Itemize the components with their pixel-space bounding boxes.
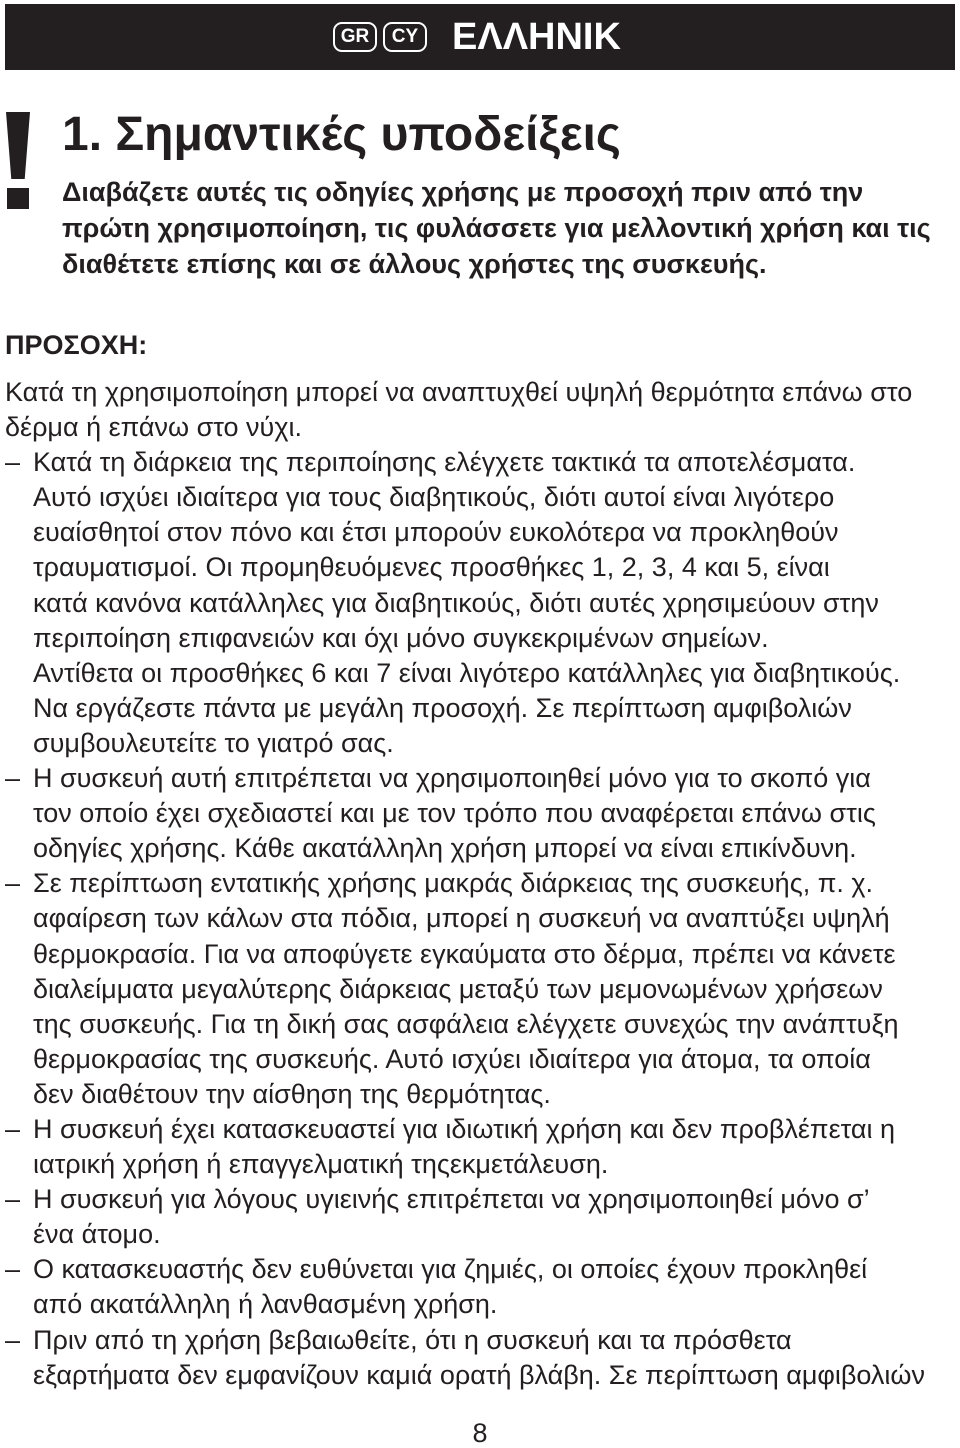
bullet-line: δεν διαθέτουν την αίσθηση της θερμότητας. [33,1078,551,1109]
caution-body [5,375,955,1393]
bullet-item [5,1182,955,1252]
bullet-line: Αντίθετα οι προσθήκες 6 και 7 είναι λιγότερο κατάλληλες για διαβητικούς. [33,657,901,688]
intro-line: διαθέτετε επίσης και σε άλλους χρήστες της συσκευής. [62,249,767,279]
bullet-line: κατά κανόνα κατάλληλες για διαβητικούς, διότι αυτές χρησιμεύουν στην [33,587,879,618]
exclamation-bar [6,112,30,179]
bullet-line: ευαίσθητοί στον πόνο και έτσι μπορούν ευκολότερα να προκληθούν [33,517,839,548]
bullet-line: ένα άτομο. [33,1219,161,1250]
bullet-item [5,1323,955,1393]
bullet-line: τραυματισμοί. Οι προμηθευόμενες προσθήκες 1, 2, 3, 4 και 5, είναι [33,552,830,583]
bullet-line: οδηγίες χρήσης. Κάθε ακατάλληλη χρήση μπορεί να είναι επικίνδυνη. [33,833,857,864]
bullet-line: Ο κατασκευαστής δεν ευθύνεται για ζημιές, οι οποίες έχουν προκληθεί [33,1254,868,1285]
section-title: 1. Σημαντικές υποδείξεις [62,108,621,161]
bullet-line: περιποίηση επιφανειών και όχι μόνο συγκεκριμένων σημείων. [33,622,769,653]
bullet-line: Να εργάζεστε πάντα με μεγάλη προσοχή. Σε περίπτωση αμφιβολιών [33,692,852,723]
exclamation-icon [6,112,30,210]
bullet-line: ιατρική χρήση ή επαγγελματική τηςεκμετάλευση. [33,1149,609,1180]
bullet-line: Η συσκευή αυτή επιτρέπεται να χρησιμοποιηθεί μόνο για το σκοπό για [33,763,871,794]
caution-text-line: δέρμα ή επάνω στο νύχι. [5,412,302,443]
bullet-line: Κατά τη διάρκεια της περιποίησης ελέγχετε τακτικά τα αποτελέσματα. [33,447,856,478]
bullet-item [5,866,955,1112]
bullet-item [5,761,955,866]
intro-paragraph [62,174,955,282]
bullet-line: από ακατάλληλη ή λανθασμένη χρήση. [33,1289,498,1320]
bullet-line: Η συσκευή για λόγους υγιεινής επιτρέπεται να χρησιμοποιηθεί μόνο σ’ [33,1184,870,1215]
country-badge-cy: CY [383,22,427,52]
intro-line: πρώτη χρησιμοποίηση, τις φυλάσσετε για μελλοντική χρήση και τις [62,213,931,243]
bullet-item [5,445,955,761]
bullet-line: θερμοκρασίας της συσκευής. Αυτό ισχύει ιδιαίτερα για άτομα, τα οποία [33,1043,871,1074]
page-number: 8 [472,1418,488,1448]
bullet-marker: – [5,1184,21,1215]
bullet-line: διαλείμματα μεγαλύτερης διάρκειας μεταξύ των μεμονωμένων χρήσεων [33,973,883,1004]
country-badge-gr: GR [333,22,377,52]
bullet-marker: – [5,1113,21,1144]
exclamation-dot [7,188,29,209]
bullet-line: Πριν από τη χρήση βεβαιωθείτε, ότι η συσκευή και τα πρόσθετα [33,1324,792,1355]
caution-label: ΠΡΟΣΟΧΗ: [5,330,148,360]
bullet-line: της συσκευής. Για τη δική σας ασφάλεια ελέγχετε συνεχώς την ανάπτυξη [33,1008,899,1039]
bullet-item [5,1112,955,1182]
bullet-line: Αυτό ισχύει ιδιαίτερα για τους διαβητικούς, διότι αυτοί είναι λιγότερο [33,482,835,513]
bullet-line: αφαίρεση των κάλων στα πόδια, μπορεί η συσκευή να αναπτύξει υψηλή [33,903,890,934]
bullet-marker: – [5,763,21,794]
bullet-marker: – [5,447,21,478]
bullet-marker: – [5,1324,21,1355]
bullet-line: Η συσκευή έχει κατασκευαστεί για ιδιωτική χρήση και δεν προβλέπεται η [33,1113,896,1144]
bullet-line: θερμοκρασία. Για να αποφύγετε εγκαύματα στο δέρμα, πρέπει να κάνετε [33,938,896,969]
bullet-line: συμβουλευτείτε το γιατρό σας. [33,727,394,758]
language-label: ΕΛΛΗΝΙΚ [452,16,621,58]
header-bar [5,4,955,70]
caution-text-line: Κατά τη χρησιμοποίηση μπορεί να αναπτυχθεί υψηλή θερμότητα επάνω στο [5,377,913,407]
bullet-line: Σε περίπτωση εντατικής χρήσης μακράς διάρκειας της συσκευής, π. χ. [33,868,874,899]
bullet-marker: – [5,868,21,899]
bullet-line: εξαρτήματα δεν εμφανίζουν καμιά ορατή βλάβη. Σε περίπτωση αμφιβολιών [33,1359,925,1390]
bullet-line: τον οποίο έχει σχεδιαστεί και με τον τρόπο που αναφέρεται επάνω στις [33,798,876,829]
bullet-marker: – [5,1254,21,1285]
bullet-item [5,1252,955,1322]
intro-line: Διαβάζετε αυτές τις οδηγίες χρήσης με προσοχή πριν από την [62,177,864,207]
